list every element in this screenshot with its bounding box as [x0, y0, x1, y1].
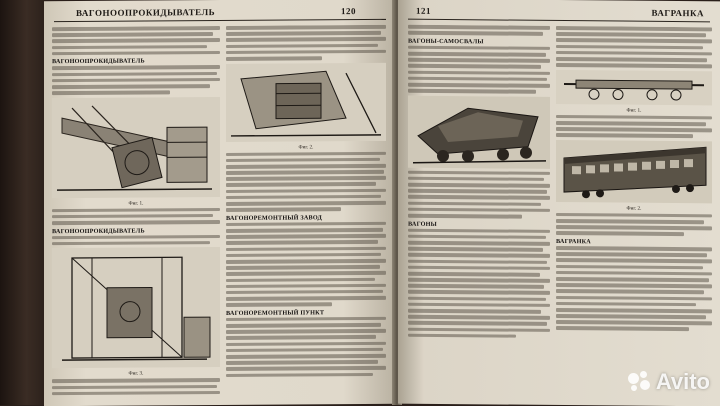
left-page-column-1	[52, 26, 220, 402]
text-block	[408, 45, 550, 93]
right-running-head	[408, 5, 710, 23]
text-block	[556, 115, 712, 139]
avito-watermark	[628, 369, 710, 395]
headword-vagony-samosvaly: ВАГОНЫ-САМОСВАЛЫ	[408, 37, 550, 45]
left-page-number: 120	[341, 6, 356, 16]
text-block	[52, 235, 220, 246]
left-page-column-2	[226, 25, 386, 401]
right-page	[398, 0, 720, 406]
figure-3-caption: Фиг. 3.	[52, 370, 220, 377]
headword-vagonoprokidyvatel-2: ВАГОНООПРОКИДЫВАТЕЛЬ	[52, 227, 220, 235]
left-running-head	[54, 5, 386, 22]
text-block	[52, 378, 220, 395]
text-block	[226, 317, 386, 377]
figure-1-bogie	[556, 70, 712, 105]
headword-vagonoprokidyvatel: ВАГОНООПРОКИДЫВАТЕЛЬ	[52, 57, 220, 65]
avito-watermark-text: Avito	[656, 369, 710, 395]
figure-1-caption: Фиг. 1.	[52, 200, 220, 207]
left-running-head-title: ВАГОНООПРОКИДЫВАТЕЛЬ	[76, 7, 215, 18]
right-figure-2-caption: Фиг. 2.	[556, 205, 712, 212]
avito-logo-icon	[628, 371, 652, 393]
figure-3-tipper-frame	[52, 247, 220, 368]
text-block	[52, 65, 220, 95]
text-block	[226, 25, 386, 61]
text-block	[52, 208, 220, 225]
figure-1-unloader	[52, 97, 220, 198]
figure-dump-car	[408, 95, 550, 168]
text-block	[408, 25, 550, 36]
right-figure-1-caption: Фиг. 1.	[556, 107, 712, 114]
figure-2-caption: Фиг. 2.	[226, 143, 386, 150]
headword-vagonoremontny-punkt: ВАГОНОРЕМОНТНЫЙ ПУНКТ	[226, 309, 386, 317]
text-block	[52, 26, 220, 56]
text-block	[408, 170, 550, 218]
headword-vagonoremontny-zavod: ВАГОНОРЕМОНТНЫЙ ЗАВОД	[226, 214, 386, 222]
figure-2-passenger-car	[556, 140, 712, 203]
right-page-column-1	[408, 25, 550, 401]
left-page	[44, 0, 396, 406]
text-block	[408, 228, 550, 338]
text-block	[556, 26, 712, 68]
right-page-number: 121	[416, 6, 431, 16]
right-running-head-title: ВАГРАНКА	[651, 8, 704, 18]
text-block	[556, 213, 712, 237]
headword-vagony: ВАГОНЫ	[408, 220, 550, 228]
text-block	[556, 246, 712, 331]
text-block	[226, 151, 386, 211]
headword-vagranka: ВАГРАНКА	[556, 238, 712, 246]
figure-2-car-dumper	[226, 62, 386, 141]
book-cover-edge	[0, 0, 44, 405]
text-block	[226, 222, 386, 307]
right-page-column-2	[556, 26, 712, 402]
